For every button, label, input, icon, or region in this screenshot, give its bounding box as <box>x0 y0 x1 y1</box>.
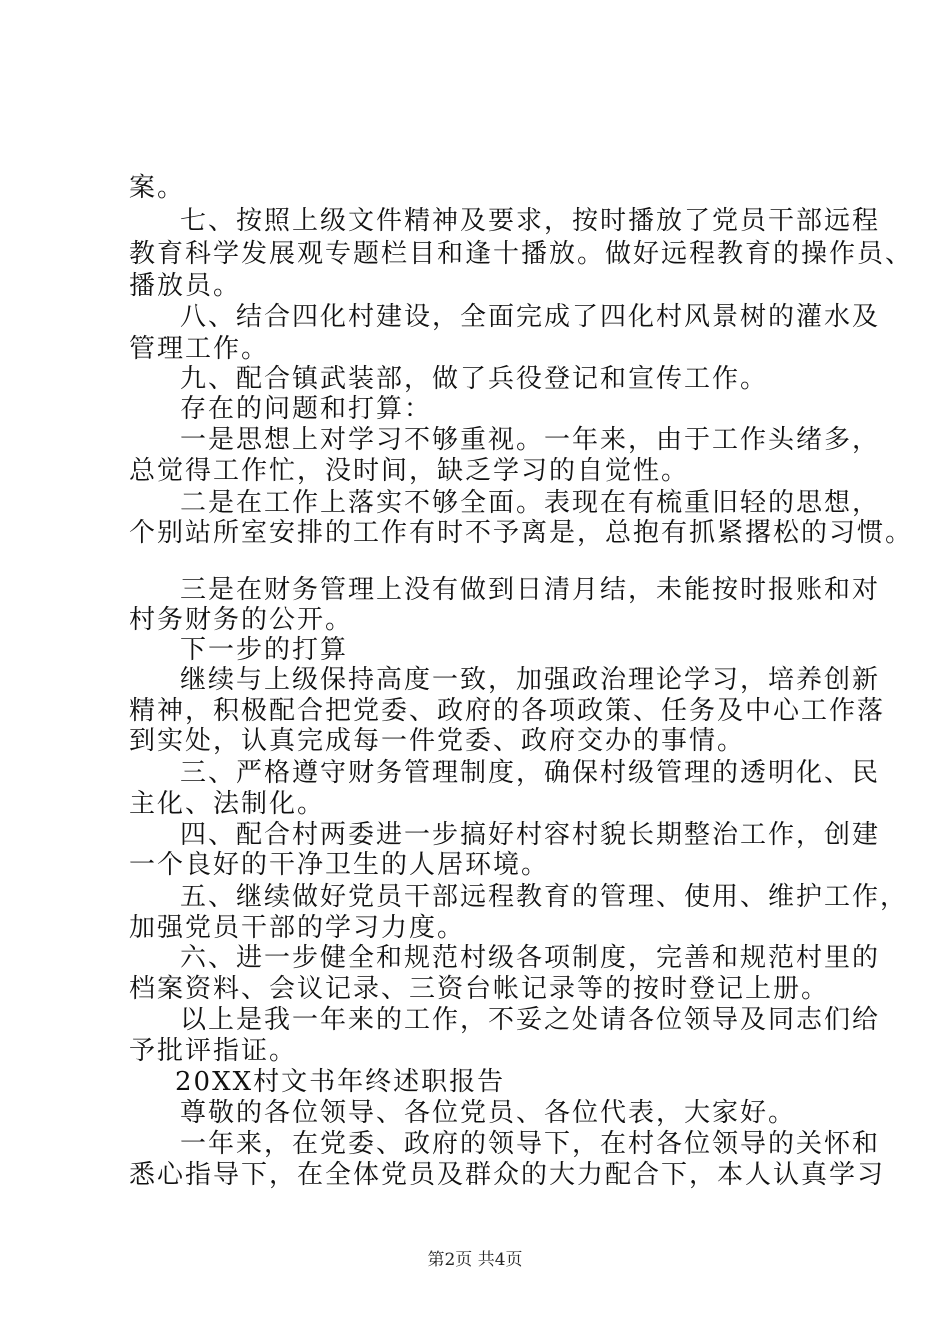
plan-item-5: 五、继续做好党员干部远程教育的管理、使用、维护工作， <box>180 882 909 912</box>
text-line: 管理工作。 <box>129 334 270 364</box>
text-line: 到实处，认真完成每一件党委、政府交办的事情。 <box>129 726 746 756</box>
report-title: 20XX村文书年终述职报告 <box>175 1067 506 1097</box>
text-line: 总觉得工作忙，没时间，缺乏学习的自觉性。 <box>129 456 690 486</box>
text-line: 档案资料、会议记录、三资台帐记录等的按时登记上册。 <box>129 974 830 1004</box>
paragraph-item-8: 八、结合四化村建设，全面完成了四化村风景树的灌水及 <box>180 302 881 332</box>
paragraph-item-7: 七、按照上级文件精神及要求，按时播放了党员干部远程 <box>180 206 881 236</box>
problem-2: 二是在工作上落实不够全面。表现在有梳重旧轻的思想， <box>180 488 881 518</box>
section-heading: 存在的问题和打算： <box>180 394 433 424</box>
page-footer: 第2页 共4页 <box>427 1250 523 1270</box>
plan-item-3: 三、严格遵守财务管理制度，确保村级管理的透明化、民 <box>180 758 881 788</box>
section-heading: 下一步的打算 <box>180 635 349 665</box>
intro-paragraph: 一年来，在党委、政府的领导下，在村各位领导的关怀和 <box>180 1129 881 1159</box>
text-line: 悉心指导下，在全体党员及群众的大力配合下，本人认真学习 <box>129 1160 886 1190</box>
text-line: 教育科学发展观专题栏目和逢十播放。做好远程教育的操作员、 <box>129 239 914 269</box>
paragraph-item-9: 九、配合镇武装部，做了兵役登记和宣传工作。 <box>180 364 769 394</box>
greeting: 尊敬的各位领导、各位党员、各位代表，大家好。 <box>180 1098 797 1128</box>
plan-item-6: 六、进一步健全和规范村级各项制度，完善和规范村里的 <box>180 943 881 973</box>
closing-paragraph: 以上是我一年来的工作，不妥之处请各位领导及同志们给 <box>180 1005 881 1035</box>
plan-paragraph: 继续与上级保持高度一致，加强政治理论学习，培养创新 <box>180 665 881 695</box>
problem-3: 三是在财务管理上没有做到日清月结，未能按时报账和对 <box>180 575 881 605</box>
text-line: 主化、法制化。 <box>129 789 326 819</box>
text-line: 加强党员干部的学习力度。 <box>129 913 466 943</box>
text-line: 予批评指证。 <box>129 1036 298 1066</box>
text-line: 个别站所室安排的工作有时不予离是，总抱有抓紧撂松的习惯。 <box>129 518 914 548</box>
text-line: 一个良好的干净卫生的人居环境。 <box>129 850 550 880</box>
text-line: 播放员。 <box>129 271 242 301</box>
text-line: 村务财务的公开。 <box>129 605 354 635</box>
plan-item-4: 四、配合村两委进一步搞好村容村貌长期整治工作，创建 <box>180 820 881 850</box>
text-line: 精神，积极配合把党委、政府的各项政策、任务及中心工作落 <box>129 696 886 726</box>
problem-1: 一是思想上对学习不够重视。一年来，由于工作头绪多， <box>180 425 881 455</box>
text-line: 案。 <box>129 173 186 203</box>
